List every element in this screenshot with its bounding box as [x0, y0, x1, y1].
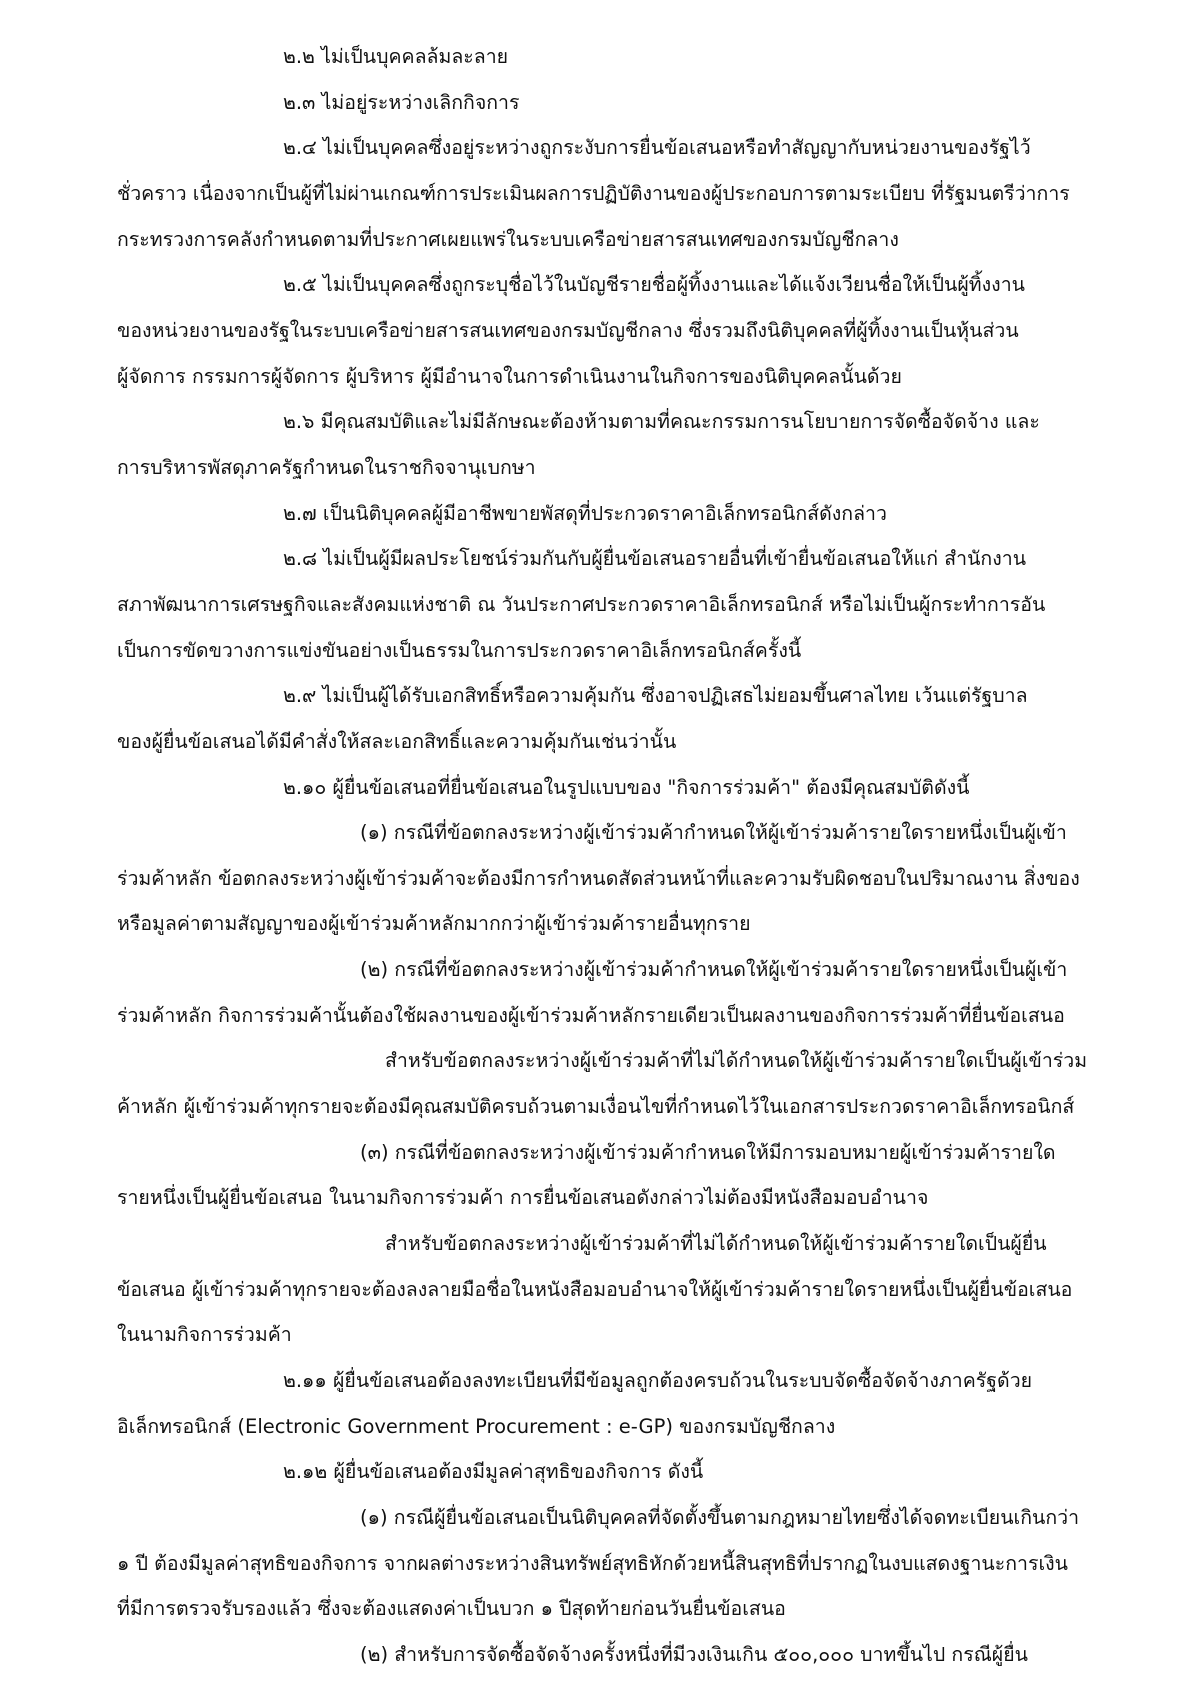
item-2-10: ๒.๑๐ ผู้ยื่นข้อเสนอที่ยื่นข้อเสนอในรูปแบบของ "กิจการร่วมค้า" ต้องมีคุณสมบัติดังนี้ — [283, 776, 970, 799]
item-2-8-cont-2: เป็นการขัดขวางการแข่งขันอย่างเป็นธรรมในการประกวดราคาอิเล็กทรอนิกส์ครั้งนี้ — [117, 639, 802, 662]
item-2-4-cont-2: กระทรวงการคลังกำหนดตามที่ประกาศเผยแพร่ในระบบเครือข่ายสารสนเทศของกรมบัญชีกลาง — [117, 228, 899, 251]
item-2-4-cont-1: ชั่วคราว เนื่องจากเป็นผู้ที่ไม่ผ่านเกณฑ์การประเมินผลการปฏิบัติงานของผู้ประกอบการตามระเบียบ ที่รัฐมนตรีว่าการ — [117, 182, 1070, 205]
item-2-8-cont-1: สภาพัฒนาการเศรษฐกิจและสังคมแห่งชาติ ณ วันประกาศประกวดราคาอิเล็กทรอนิกส์ หรือไม่เป็นผู้กระทำการอัน — [117, 593, 1046, 616]
item-2-12: ๒.๑๒ ผู้ยื่นข้อเสนอต้องมีมูลค่าสุทธิของกิจการ ดังนี้ — [283, 1460, 704, 1483]
item-2-12-sub-1: (๑) กรณีผู้ยื่นข้อเสนอเป็นนิติบุคคลที่จัดตั้งขึ้นตามกฎหมายไทยซึ่งได้จดทะเบียนเกินกว่า — [360, 1506, 1080, 1529]
item-2-9-cont: ของผู้ยื่นข้อเสนอได้มีคำสั่งให้สละเอกสิทธิ์และความคุ้มกันเช่นว่านั้น — [117, 730, 677, 753]
item-2-12-sub-2: (๒) สำหรับการจัดซื้อจัดจ้างครั้งหนึ่งที่มีวงเงินเกิน ๕๐๐,๐๐๐ บาทขึ้นไป กรณีผู้ยื่น — [360, 1643, 1028, 1666]
item-2-12-sub-1-cont-2: ที่มีการตรวจรับรองแล้ว ซึ่งจะต้องแสดงค่าเป็นบวก ๑ ปีสุดท้ายก่อนวันยื่นข้อเสนอ — [117, 1597, 786, 1620]
item-2-10-sub-2-note-cont: ค้าหลัก ผู้เข้าร่วมค้าทุกรายจะต้องมีคุณสมบัติครบถ้วนตามเงื่อนไขที่กำหนดไว้ในเอกสารประกวดราคาอิเล็กทรอนิกส์ — [117, 1095, 1075, 1118]
item-2-10-sub-3: (๓) กรณีที่ข้อตกลงระหว่างผู้เข้าร่วมค้ากำหนดให้มีการมอบหมายผู้เข้าร่วมค้ารายใด — [360, 1141, 1056, 1164]
item-2-10-sub-1-cont-1: ร่วมค้าหลัก ข้อตกลงระหว่างผู้เข้าร่วมค้าจะต้องมีการกำหนดสัดส่วนหน้าที่และความรับผิดชอบในปริมาณงาน สิ่งของ — [117, 867, 1080, 890]
item-2-10-sub-3-note: สำหรับข้อตกลงระหว่างผู้เข้าร่วมค้าที่ไม่ได้กำหนดให้ผู้เข้าร่วมค้ารายใดเป็นผู้ยื่น — [385, 1232, 1047, 1255]
item-2-10-sub-3-note-cont-1: ข้อเสนอ ผู้เข้าร่วมค้าทุกรายจะต้องลงลายมือชื่อในหนังสือมอบอำนาจให้ผู้เข้าร่วมค้ารายใดรายหนึ่งเป็นผู้ยื่นข้อเสนอ — [117, 1278, 1073, 1301]
item-2-10-sub-3-note-cont-2: ในนามกิจการร่วมค้า — [117, 1323, 292, 1346]
item-2-5-cont-2: ผู้จัดการ กรรมการผู้จัดการ ผู้บริหาร ผู้มีอำนาจในการดำเนินงานในกิจการของนิติบุคคลนั้นด้วย — [117, 365, 902, 388]
item-2-11-cont: อิเล็กทรอนิกส์ (Electronic Government Procurement : e-GP) ของกรมบัญชีกลาง — [117, 1415, 836, 1438]
item-2-5: ๒.๕ ไม่เป็นบุคคลซึ่งถูกระบุชื่อไว้ในบัญชีรายชื่อผู้ทิ้งงานและได้แจ้งเวียนชื่อให้เป็นผู้ทิ้งงาน — [283, 273, 1025, 296]
item-2-2: ๒.๒ ไม่เป็นบุคคลล้มละลาย — [283, 45, 509, 68]
item-2-6-cont: การบริหารพัสดุภาครัฐกำหนดในราชกิจจานุเบกษา — [117, 456, 536, 479]
item-2-10-sub-2-cont: ร่วมค้าหลัก กิจการร่วมค้านั้นต้องใช้ผลงานของผู้เข้าร่วมค้าหลักรายเดียวเป็นผลงานของกิจการร่วมค้าที่ยื่นข้อเสนอ — [117, 1004, 1065, 1027]
item-2-10-sub-1-cont-2: หรือมูลค่าตามสัญญาของผู้เข้าร่วมค้าหลักมากกว่าผู้เข้าร่วมค้ารายอื่นทุกราย — [117, 912, 751, 935]
item-2-5-cont-1: ของหน่วยงานของรัฐในระบบเครือข่ายสารสนเทศของกรมบัญชีกลาง ซึ่งรวมถึงนิติบุคคลที่ผู้ทิ้งงานเป็นหุ้นส่วน — [117, 319, 1019, 342]
item-2-10-sub-2-note: สำหรับข้อตกลงระหว่างผู้เข้าร่วมค้าที่ไม่ได้กำหนดให้ผู้เข้าร่วมค้ารายใดเป็นผู้เข้าร่วม — [385, 1049, 1088, 1072]
item-2-11: ๒.๑๑ ผู้ยื่นข้อเสนอต้องลงทะเบียนที่มีข้อมูลถูกต้องครบถ้วนในระบบจัดซื้อจัดจ้างภาครัฐด้วย — [283, 1369, 1033, 1392]
item-2-8: ๒.๘ ไม่เป็นผู้มีผลประโยชน์ร่วมกันกับผู้ยื่นข้อเสนอรายอื่นที่เข้ายื่นข้อเสนอให้แก่ สำนักงาน — [283, 547, 1027, 570]
item-2-4: ๒.๔ ไม่เป็นบุคคลซึ่งอยู่ระหว่างถูกระงับการยื่นข้อเสนอหรือทำสัญญากับหน่วยงานของรัฐไว้ — [283, 136, 1031, 159]
item-2-3: ๒.๓ ไม่อยู่ระหว่างเลิกกิจการ — [283, 91, 520, 114]
item-2-9: ๒.๙ ไม่เป็นผู้ได้รับเอกสิทธิ์หรือความคุ้มกัน ซึ่งอาจปฏิเสธไม่ยอมขึ้นศาลไทย เว้นแต่รัฐบาล — [283, 684, 1028, 707]
item-2-10-sub-1: (๑) กรณีที่ข้อตกลงระหว่างผู้เข้าร่วมค้ากำหนดให้ผู้เข้าร่วมค้ารายใดรายหนึ่งเป็นผู้เข้า — [360, 821, 1067, 844]
item-2-12-sub-1-cont-1: ๑ ปี ต้องมีมูลค่าสุทธิของกิจการ จากผลต่างระหว่างสินทรัพย์สุทธิหักด้วยหนี้สินสุทธิที่ปรากฏในงบแสดงฐานะการเงิน — [117, 1552, 1068, 1575]
item-2-10-sub-3-cont: รายหนึ่งเป็นผู้ยื่นข้อเสนอ ในนามกิจการร่วมค้า การยื่นข้อเสนอดังกล่าวไม่ต้องมีหนังสือมอบอำนาจ — [117, 1186, 929, 1209]
item-2-10-sub-2: (๒) กรณีที่ข้อตกลงระหว่างผู้เข้าร่วมค้ากำหนดให้ผู้เข้าร่วมค้ารายใดรายหนึ่งเป็นผู้เข้า — [360, 958, 1068, 981]
item-2-7: ๒.๗ เป็นนิติบุคคลผู้มีอาชีพขายพัสดุที่ประกวดราคาอิเล็กทรอนิกส์ดังกล่าว — [283, 502, 887, 525]
item-2-6: ๒.๖ มีคุณสมบัติและไม่มีลักษณะต้องห้ามตามที่คณะกรรมการนโยบายการจัดซื้อจัดจ้าง และ — [283, 410, 1040, 433]
